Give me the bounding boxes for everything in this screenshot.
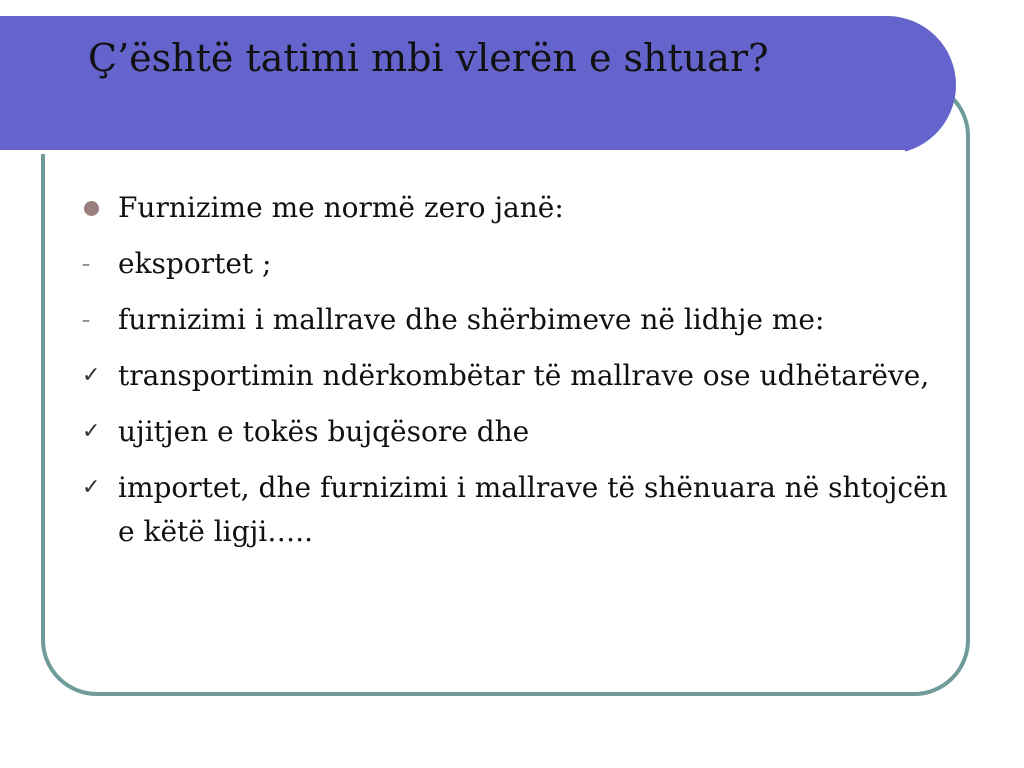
title-underline bbox=[0, 150, 905, 154]
slide-title: Ç’është tatimi mbi vlerën e shtuar? bbox=[88, 36, 769, 80]
list-item-text: ujitjen e tokës bujqësore dhe bbox=[118, 415, 530, 448]
list-item bbox=[78, 298, 948, 342]
list-item bbox=[78, 466, 948, 554]
list-item bbox=[78, 242, 948, 286]
list-item-text: eksportet ; bbox=[118, 247, 272, 280]
checkmark-bullet-icon: ✓ bbox=[82, 475, 101, 500]
list-item-text: transportimin ndërkombëtar të mallrave ose udhëtarëve, bbox=[118, 359, 930, 392]
dot-bullet-icon bbox=[78, 186, 118, 230]
checkmark-bullet-icon: ✓ bbox=[82, 419, 101, 444]
list-item bbox=[78, 410, 948, 454]
list-item-text: furnizimi i mallrave dhe shërbimeve në lidhje me: bbox=[118, 303, 825, 336]
dash-bullet-icon: – bbox=[82, 254, 90, 273]
checkmark-bullet-icon: ✓ bbox=[82, 363, 101, 388]
list-item-text: importet, dhe furnizimi i mallrave të shënuara në shtojcën e këtë ligji….. bbox=[118, 471, 948, 548]
list-item-text: Furnizime me normë zero janë: bbox=[118, 191, 564, 224]
list-item bbox=[78, 354, 948, 398]
dash-bullet-icon: – bbox=[82, 310, 90, 329]
list-item bbox=[78, 186, 948, 230]
bullet-list bbox=[78, 186, 948, 566]
